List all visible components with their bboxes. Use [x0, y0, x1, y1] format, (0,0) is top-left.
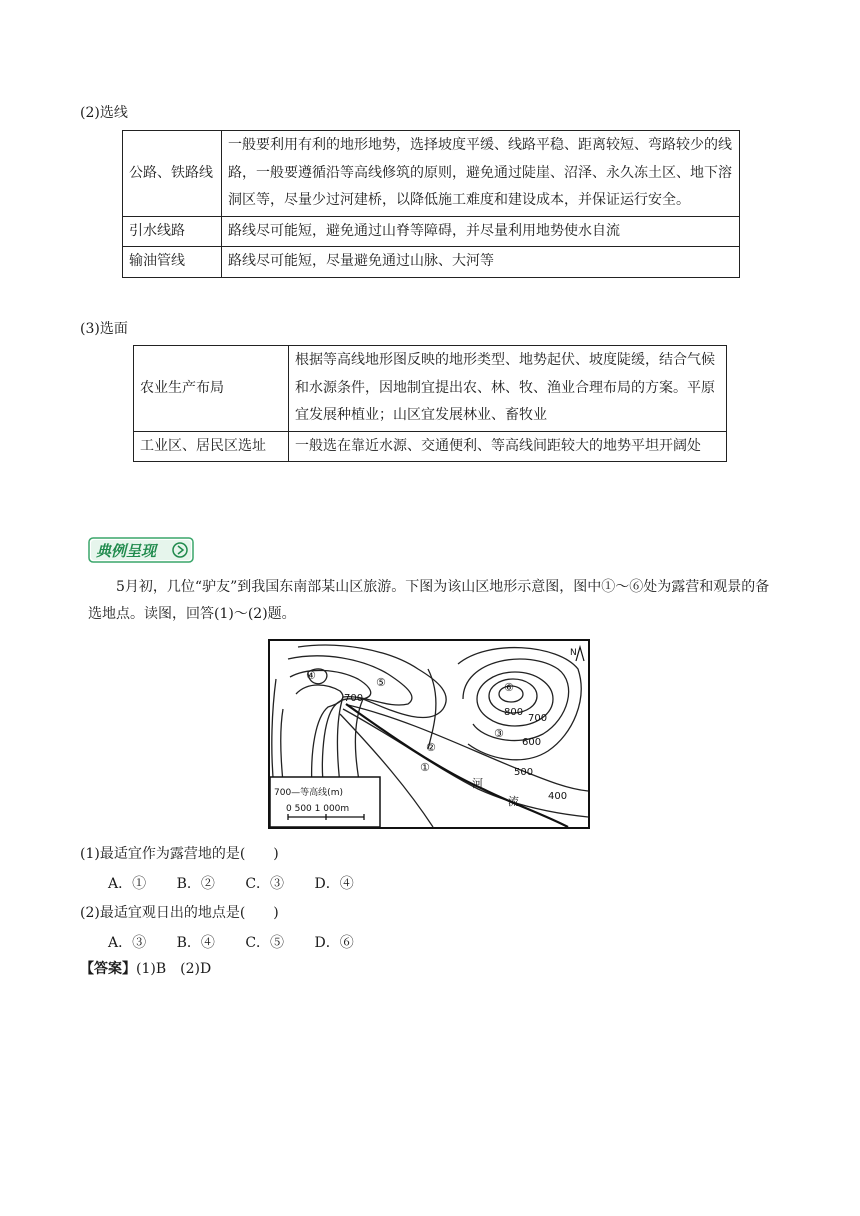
- question-2-stem: (2)最适宜观日出的地点是( ): [80, 905, 279, 921]
- answer-label: 【答案】: [80, 961, 136, 977]
- point-label: ③: [494, 727, 504, 740]
- legend-contour: 700—等高线(m): [274, 788, 343, 798]
- example-badge-label: 典例呈现: [96, 542, 157, 560]
- table-cell-label: 输油管线: [123, 247, 222, 278]
- answer-text: (1)B (2)D: [136, 961, 212, 977]
- area-selection-table: [133, 345, 727, 462]
- north-label: N: [570, 648, 577, 658]
- route-selection-table: [122, 130, 740, 278]
- table-cell-label: 工业区、居民区选址: [134, 431, 289, 462]
- river-label: 河: [472, 777, 483, 790]
- question-1-stem: (1)最适宜作为露营地的是( ): [80, 846, 279, 862]
- contour-label: 700: [344, 693, 364, 704]
- option: C．③: [245, 876, 285, 892]
- example-badge: [88, 537, 194, 563]
- answer-line: [80, 958, 211, 978]
- table-row: [123, 247, 740, 278]
- section-3-title: (3)选面: [80, 321, 128, 337]
- legend-scale: 0 500 1 000m: [286, 804, 350, 814]
- table-cell-text: 一般要利用有利的地形地势，选择坡度平缓、线路平稳、距离较短、弯路较少的线路，一般要遵循沿等高线修筑的原则，避免通过陡崖、沼泽、永久冻土区、地下溶洞区等，尽量少过河建桥，以降低施工难度和建设成本，并保证运行安全。: [222, 131, 740, 217]
- option: A．③: [108, 935, 147, 951]
- point-label: ①: [420, 761, 430, 774]
- contour-label: 700: [528, 713, 548, 724]
- contour-label: 400: [548, 791, 568, 802]
- table-cell-label: 农业生产布局: [134, 346, 289, 432]
- topographic-map: [268, 639, 590, 829]
- option: A．①: [108, 876, 147, 892]
- table-cell-text: 一般选在靠近水源、交通便利、等高线间距较大的地势平坦开阔处: [289, 431, 727, 462]
- question-2-options: [108, 932, 380, 952]
- table-cell-text: 路线尽可能短，避免通过山脊等障碍，并尽量利用地势使水自流: [222, 216, 740, 247]
- table-cell-label: 引水线路: [123, 216, 222, 247]
- table-cell-label: 公路、铁路线: [123, 131, 222, 217]
- question-1-options: [108, 873, 380, 893]
- table-row: [134, 346, 727, 432]
- contour-label: 500: [514, 767, 534, 778]
- point-label: ④: [306, 669, 316, 682]
- point-label: ⑤: [376, 676, 386, 689]
- option: B．④: [176, 935, 215, 951]
- river-label: 流: [508, 795, 519, 808]
- section-2-title: (2)选线: [80, 105, 128, 121]
- table-cell-text: 根据等高线地形图反映的地形类型、地势起伏、坡度陡缓，结合气候和水源条件，因地制宜提出农、林、牧、渔业合理布局的方案。平原宜发展种植业；山区宜发展林业、畜牧业: [289, 346, 727, 432]
- option: C．⑤: [245, 935, 285, 951]
- option: D．④: [314, 876, 354, 892]
- contour-label: 800: [504, 707, 524, 718]
- table-row: [123, 216, 740, 247]
- table-row: [123, 131, 740, 217]
- table-cell-text: 路线尽可能短，尽量避免通过山脉、大河等: [222, 247, 740, 278]
- option: D．⑥: [314, 935, 354, 951]
- contour-label: 600: [522, 737, 542, 748]
- point-label: ⑥: [504, 681, 514, 694]
- option: B．②: [176, 876, 215, 892]
- point-label: ②: [426, 741, 436, 754]
- example-paragraph: 5月初，几位“驴友”到我国东南部某山区旅游。下图为该山区地形示意图，图中①～⑥处为露营和观景的备选地点。读图，回答(1)～(2)题。: [88, 579, 770, 622]
- table-row: [134, 431, 727, 462]
